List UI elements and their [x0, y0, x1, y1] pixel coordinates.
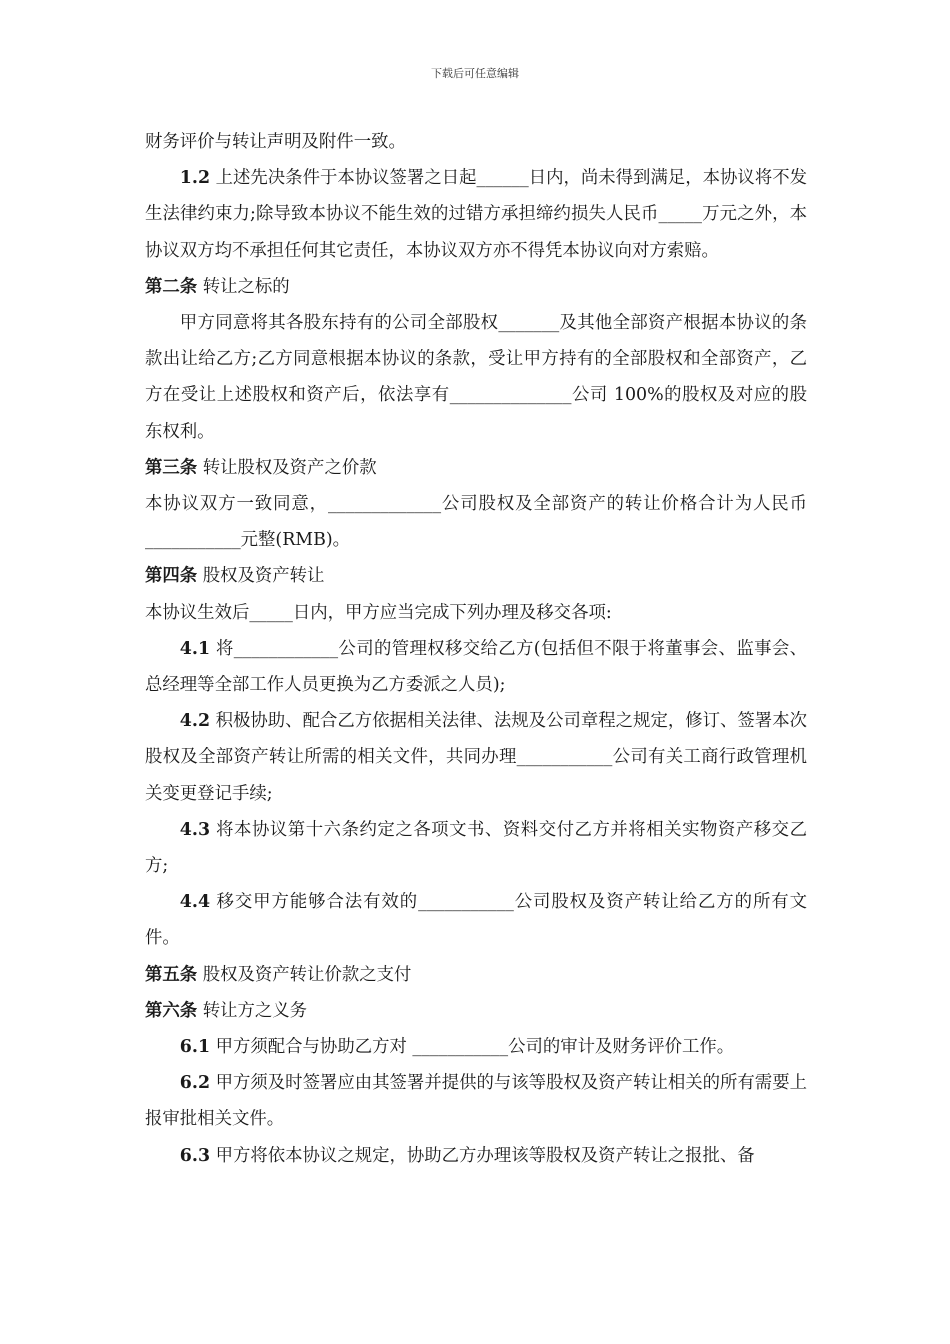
clause-4-1	[145, 631, 807, 703]
clause-text: 甲方须及时签署应由其签署并提供的与该等股权及资产转让相关的所有需要上报审批相关文件。	[145, 1073, 807, 1130]
article-number: 第五条	[145, 964, 198, 985]
clause-number: 4.3	[179, 819, 211, 840]
paragraph-text: 甲方同意将其各股东持有的公司全部股权_______及其他全部资产根据本协议的条款出让给乙方;乙方同意根据本协议的条款，受让甲方持有的全部股权和全部资产，乙方在受让上述股权和资产后，依法享有______________公司 100%的股权及对应的股东权利。	[145, 313, 807, 442]
clause-6-3	[145, 1138, 807, 1174]
clause-number: 6.1	[179, 1037, 211, 1058]
clause-number: 1.2	[179, 168, 211, 189]
article-title: 转让之标的	[197, 276, 290, 297]
article-number: 第四条	[145, 566, 198, 587]
clause-text: 甲方须配合与协助乙方对 ___________公司的审计及财务评价工作。	[210, 1037, 735, 1058]
paragraph-text: 财务评价与转让声明及附件一致。	[145, 132, 406, 152]
article-title: 股权及资产转让	[197, 566, 325, 587]
article-title: 转让方之义务	[197, 1000, 308, 1021]
clause-text: 上述先决条件于本协议签署之日起______日内，尚未得到满足，本协议将不发生法律约束力;除导致本协议不能生效的过错方承担缔约损失人民币_____万元之外，本协议双方均不承担任何其它责任，本协议双方亦不得凭本协议向对方索赔。	[145, 168, 807, 261]
article-5-heading	[145, 957, 807, 993]
clause-text: 将本协议第十六条约定之各项文书、资料交付乙方并将相关实物资产移交乙方;	[145, 819, 807, 877]
article-6-heading	[145, 993, 807, 1029]
article-2-heading	[145, 269, 807, 305]
clause-number: 6.3	[179, 1145, 211, 1166]
paragraph-text: 本协议双方一致同意，_____________公司股权及全部资产的转让价格合计为人民币___________元整(RMB)。	[145, 494, 807, 551]
clause-4-2	[145, 703, 807, 812]
article-4-heading	[145, 558, 807, 594]
clause-6-1	[145, 1029, 807, 1065]
clause-text: 移交甲方能够合法有效的___________公司股权及资产转让给乙方的所有文件。	[145, 892, 807, 949]
clause-1-2	[145, 160, 807, 269]
clause-4-4	[145, 884, 807, 956]
article-title: 股权及资产转让价款之支付	[197, 964, 412, 985]
clause-text: 甲方将依本协议之规定，协助乙方办理该等股权及资产转让之报批、备	[210, 1145, 755, 1166]
clause-number: 4.1	[179, 638, 211, 659]
article-3-body	[145, 486, 807, 558]
document-body	[145, 124, 807, 1174]
clause-text: 将____________公司的管理权移交给乙方(包括但不限于将董事会、监事会、总经理等全部工作人员更换为乙方委派之人员);	[145, 638, 807, 696]
paragraph-text: 本协议生效后_____日内，甲方应当完成下列办理及移交各项:	[145, 602, 612, 623]
clause-6-2	[145, 1065, 807, 1137]
clause-4-3	[145, 812, 807, 884]
article-number: 第三条	[145, 457, 198, 478]
article-3-heading	[145, 450, 807, 486]
article-title: 转让股权及资产之价款	[197, 457, 377, 478]
article-4-intro	[145, 595, 807, 631]
clause-number: 6.2	[179, 1073, 211, 1094]
clause-text: 积极协助、配合乙方依据相关法律、法规及公司章程之规定，修订、签署本次股权及全部资产转让所需的相关文件，共同办理___________公司有关工商行政管理机关变更登记手续;	[145, 711, 807, 804]
article-number: 第六条	[145, 1000, 198, 1021]
article-2-body	[145, 305, 807, 450]
clause-number: 4.2	[179, 711, 211, 732]
clause-number: 4.4	[179, 892, 211, 913]
page-header: 下载后可任意编辑	[431, 67, 519, 80]
paragraph-continuation	[145, 124, 807, 160]
article-number: 第二条	[145, 276, 198, 297]
